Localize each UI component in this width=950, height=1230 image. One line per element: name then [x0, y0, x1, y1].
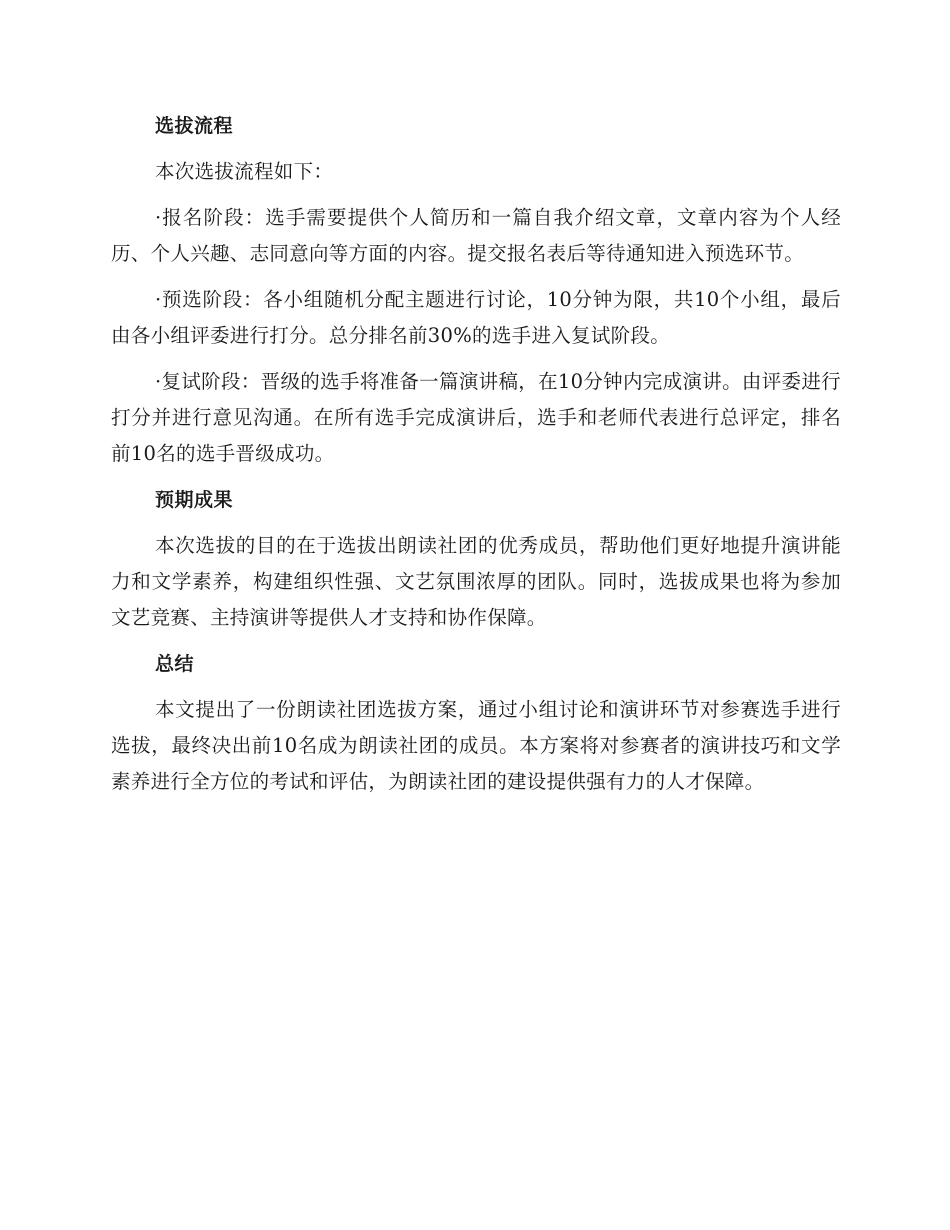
selection-process-intro: 本次选拔流程如下： [155, 160, 334, 183]
summary-paragraph: 本文提出了一份朗读社团选拔方案，通过小组讨论和演讲环节对参赛选手进行选拔，最终决出前10名成为朗读社团的成员。本方案将对参赛者的演讲技巧和文学素养进行全方位的考试和评估，为朗读社团的建设提供强有力的人才保障。 [111, 698, 841, 793]
bullet-marker: · [155, 370, 162, 393]
bullet-retest-stage [111, 364, 841, 472]
bullet-text: 复试阶段：晋级的选手将准备一篇演讲稿，在10分钟内完成演讲。由评委进行打分并进行意见沟通。在所有选手完成演讲后，选手和老师代表进行总评定，排名前10名的选手晋级成功。 [111, 370, 841, 465]
section-heading-summary: 总结 [155, 653, 195, 675]
section-heading-expected-results: 预期成果 [155, 489, 234, 511]
document-body [111, 108, 841, 810]
bullet-marker: · [155, 206, 162, 229]
bullet-text: 预选阶段：各小组随机分配主题进行讨论，10分钟为限，共10个小组，最后由各小组评委进行打分。总分排名前30%的选手进入复试阶段。 [111, 288, 841, 347]
section-heading-selection-process: 选拔流程 [155, 115, 234, 137]
bullet-preselection-stage [111, 282, 841, 354]
bullet-marker: · [155, 288, 162, 311]
bullet-registration-stage [111, 200, 841, 272]
bullet-text: 报名阶段：选手需要提供个人简历和一篇自我介绍文章，文章内容为个人经历、个人兴趣、志同意向等方面的内容。提交报名表后等待通知进入预选环节。 [111, 206, 841, 265]
expected-results-paragraph: 本次选拔的目的在于选拔出朗读社团的优秀成员，帮助他们更好地提升演讲能力和文学素养，构建组织性强、文艺氛围浓厚的团队。同时，选拔成果也将为参加文艺竞赛、主持演讲等提供人才支持和协作保障。 [111, 534, 841, 629]
